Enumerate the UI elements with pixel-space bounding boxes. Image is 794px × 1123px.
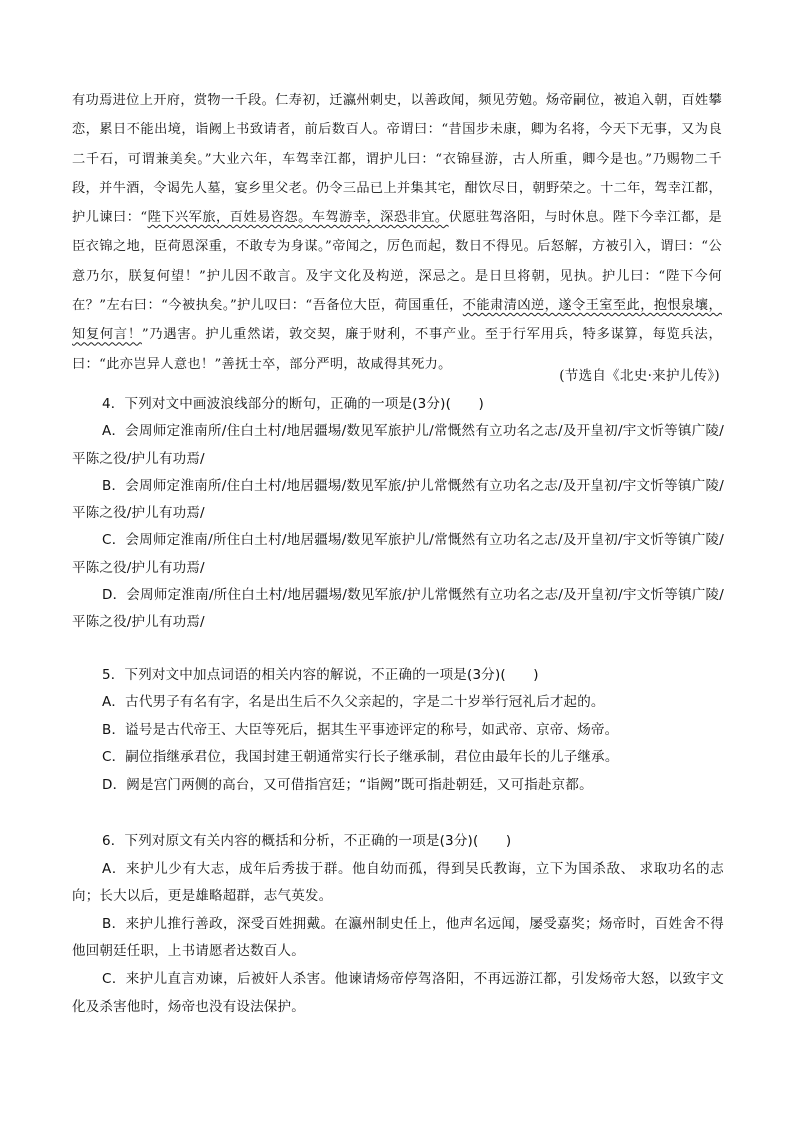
question-stem: 4．下列对文中画波浪线部分的断句，正确的一项是(3分)( ) <box>102 396 484 412</box>
option-b: B．谥号是古代帝王、大臣等死后，据其生平事迹评定的称号，如武帝、京帝、炀帝。 <box>102 721 619 738</box>
option-d: D．阙是宫门两侧的高台，又可借指宫廷；“诣阙”既可指赴朝廷，又可指赴京都。 <box>102 776 593 793</box>
question-4 <box>72 391 724 637</box>
passage-paragraph <box>72 86 722 379</box>
wavy-underlined-phrase: 不能肃清凶逆，遂令王室至此，抱恨泉壤，知复何言！ <box>72 298 722 343</box>
option-c: C．来护儿直言劝谏，后被奸人杀害。他谏请炀帝停驾洛阳，不再远游江都，引发炀帝大怒，以致宇文化及杀害他时，炀帝也没有设法保护。 <box>72 970 724 1015</box>
option-c: C．嗣位指继承君位，我国封建王朝通常实行长子继承制，君位由最年长的儿子继承。 <box>102 749 619 766</box>
option-a: A．古代男子有名有字，名是出生后不久父亲起的，字是二十岁举行冠礼后才起的。 <box>102 694 605 711</box>
option-b: B．来护儿推行善政，深受百姓拥戴。在瀛州制史任上，他声名远闻，屡受嘉奖；炀帝时，百姓舍不得他回朝廷任职，上书请愿者达数百人。 <box>72 915 724 960</box>
option-c: C．会周师定淮南/所住白土村/地居疆埸/数见军旅护儿/常慨然有立功名之志/及开皇初/宇文忻等镇广陵/平陈之役/护儿有功焉/ <box>72 532 724 576</box>
question-stem: 6．下列对原文有关内容的概括和分析，不正确的一项是(3分)( ) <box>102 833 512 849</box>
option-b: B．会周师定淮南所/住白土村/地居疆埸/数见军旅/护儿常慨然有立功名之志/及开皇初/宇文忻等镇广陵/平陈之役/护儿有功焉/ <box>72 477 724 522</box>
passage-segment: 伏愿驻驾洛阳，与时休息。陛下今幸江都，是臣衣锦之地，臣荷恩深重，不敢专为身谋。”帝闻之，厉色而起，数日不得见。后怒解，方被引入，谓曰：“公意乃尔，朕复何望！”护儿因不敢言。及宇文化及构逆，深忌之。是日旦将朝，见执。护儿曰：“陛下今何在？”左右曰：“今被执矣。”护儿叹曰：“吾备位大臣，荷国重任， <box>72 210 723 314</box>
question-5 <box>72 662 724 799</box>
passage-text <box>72 86 722 379</box>
question-stem: 5．下列对文中加点词语的相关内容的解说，不正确的一项是(3分)( ) <box>102 667 539 683</box>
passage-segment: ”乃遇害。护儿重然诺，敦交契，廉于财利，不事产业。至于行军用兵，特多谋算，每览兵法，曰：“此亦岂异人意也！”善抚士卒，部分严明，故咸得其死力。 <box>72 327 722 372</box>
option-a: A．来护儿少有大志，成年后秀拔于群。他自幼而孤，得到吴氏教诲，立下为国杀敌、 求取功名的志向；长大以后，更是雄略超群，志气英发。 <box>72 860 724 905</box>
wavy-underlined-phrase: 陛下兴军旅，百姓易咨怨。车驾游幸，深恐非宜。 <box>147 210 449 226</box>
option-a: A．会周师定淮南所/住白土村/地居疆埸/数见军旅护儿/常慨然有立功名之志/及开皇初/宇文忻等镇广陵/平陈之役/护儿有功焉/ <box>72 423 724 467</box>
passage-segment: 有功焉进位上开府，赏物一千段。仁寿初，迁瀛州刺史，以善政闻，频见劳勉。炀帝嗣位，被追入朝，百姓攀恋，累日不能出境，诣阙上书致请者，前后数百人。帝谓曰：“昔国步未康，卿为名将，今天下无事，又为良二千石，可谓兼美矣。”大业六年，车驾幸江都，谓护儿曰：“衣锦昼游，古人所重，卿今是也。”乃赐物二千段，并牛酒，令谒先人墓，宴乡里父老。仍令三品已上并集其宅，酣饮尽日，朝野荣之。十二年，驾幸江都，护儿谏曰：“ <box>72 93 722 226</box>
option-d: D．会周师定淮南/所住白土村/地居疆埸/数见军旅/护儿常慨然有立功名之志/及开皇初/宇文忻等镇广陵/平陈之役/护儿有功焉/ <box>72 587 724 631</box>
passage-source: (节选自《北史·来护儿传》) <box>559 368 720 384</box>
question-6 <box>72 828 724 1021</box>
